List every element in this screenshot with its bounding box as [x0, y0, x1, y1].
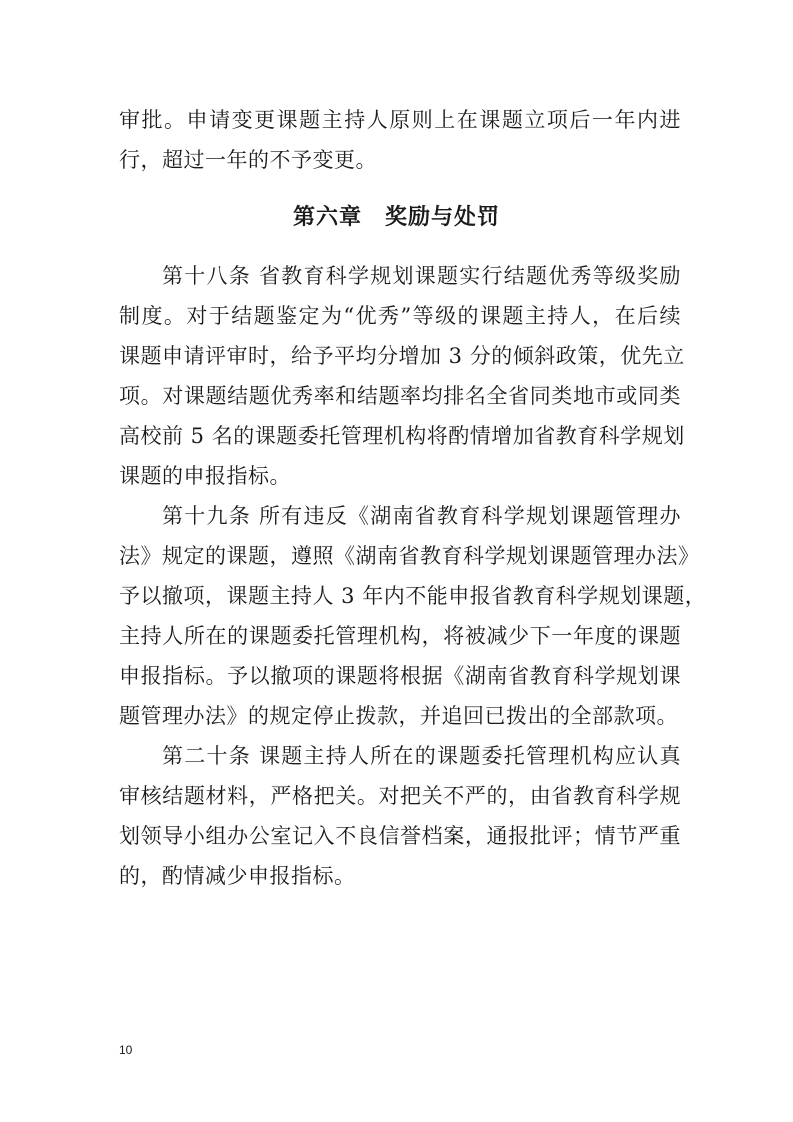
- paragraph-line: 课题申请评审时，给予平均分增加 3 分的倾斜政策，优先立: [119, 344, 685, 368]
- paragraph-line: 申报指标。予以撤项的课题将根据《湖南省教育科学规划课: [119, 664, 681, 688]
- paragraph-line: 项。对课题结题优秀率和结题率均排名全省同类地市或同类: [119, 384, 681, 408]
- paragraph-line: 制度。对于结题鉴定为“优秀”等级的课题主持人，在后续: [119, 304, 681, 328]
- paragraph-line: 审核结题材料，严格把关。对把关不严的，由省教育科学规: [119, 784, 681, 808]
- paragraph-line: 予以撤项，课题主持人 3 年内不能申报省教育科学规划课题，: [119, 584, 707, 608]
- chapter-title: 第六章 奖励与处罚: [292, 205, 500, 230]
- article-18-first-line: 第十八条 省教育科学规划课题实行结题优秀等级奖励: [162, 264, 681, 288]
- paragraph-line: 法》规定的课题，遵照《湖南省教育科学规划课题管理办法》: [119, 544, 700, 568]
- paragraph-line: 行，超过一年的不予变更。: [119, 148, 377, 172]
- paragraph-line: 的，酌情减少申报指标。: [119, 864, 356, 888]
- paragraph-line: 题管理办法》的规定停止拨款，并追回已拨出的全部款项。: [119, 704, 678, 728]
- article-19-first-line: 第十九条 所有违反《湖南省教育科学规划课题管理办: [162, 504, 681, 528]
- paragraph-line: 审批。申请变更课题主持人原则上在课题立项后一年内进: [119, 108, 681, 132]
- article-20-first-line: 第二十条 课题主持人所在的课题委托管理机构应认真: [162, 744, 681, 768]
- paragraph-line: 主持人所在的课题委托管理机构，将被减少下一年度的课题: [119, 624, 681, 648]
- paragraph-line: 课题的申报指标。: [119, 464, 291, 488]
- page-number: 10: [119, 1043, 133, 1057]
- paragraph-line: 高校前 5 名的课题委托管理机构将酌情增加省教育科学规划: [119, 424, 685, 448]
- paragraph-line: 划领导小组办公室记入不良信誉档案，通报批评；情节严重: [119, 824, 681, 848]
